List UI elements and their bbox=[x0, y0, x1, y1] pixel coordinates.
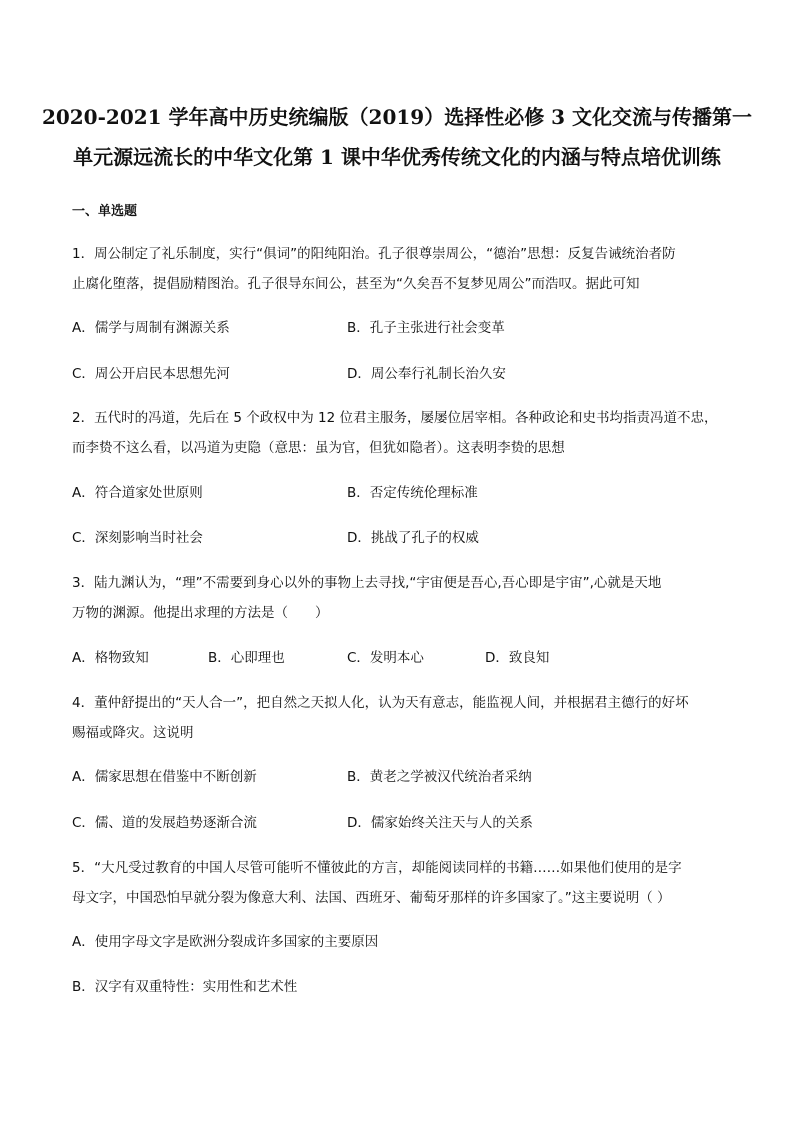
question-2-line-1: 2．五代时的冯道，先后在 5 个政权中为 12 位君主服务，屡屡位居宰相。各种政论和史书均指责冯道不忠， bbox=[72, 410, 718, 426]
section-heading: 一、单选题 bbox=[72, 204, 138, 219]
question-4-line-2: 赐福或降灾。这说明 bbox=[72, 725, 194, 741]
question-2-line-2: 而李贽不这么看，以冯道为吏隐（意思：虽为官，但犹如隐者）。这表明李贽的思想 bbox=[72, 440, 565, 456]
question-2-option-c[interactable]: C．深刻影响当时社会 bbox=[72, 530, 203, 546]
question-3-option-c[interactable]: C．发明本心 bbox=[347, 650, 424, 666]
question-2-option-b[interactable]: B．否定传统伦理标准 bbox=[347, 485, 478, 501]
question-1-option-c[interactable]: C．周公开启民本思想先河 bbox=[72, 366, 230, 382]
question-1-line-1: 1．周公制定了礼乐制度，实行“俱词”的阳纯阳治。孔子很尊崇周公，“德治”思想：反复告诫统治者防 bbox=[72, 246, 676, 262]
question-3-option-a[interactable]: A．格物致知 bbox=[72, 650, 149, 666]
question-2-option-d[interactable]: D．挑战了孔子的权威 bbox=[347, 530, 479, 546]
question-5-line-1: 5．“大凡受过教育的中国人尽管可能听不懂彼此的方言，却能阅读同样的书籍……如果他们使用的是字 bbox=[72, 860, 682, 876]
question-5-option-b[interactable]: B．汉字有双重特性：实用性和艺术性 bbox=[72, 979, 298, 995]
question-4-option-a[interactable]: A．儒家思想在借鉴中不断创新 bbox=[72, 769, 257, 785]
question-1-line-2: 止腐化堕落，提倡励精图治。孔子很导东间公，甚至为“久矣吾不复梦见周公”而浩叹。据此可知 bbox=[72, 276, 640, 292]
question-1-option-b[interactable]: B．孔子主张进行社会变革 bbox=[347, 320, 505, 336]
question-4-option-b[interactable]: B．黄老之学被汉代统治者采纳 bbox=[347, 769, 532, 785]
question-3-option-d[interactable]: D．致良知 bbox=[485, 650, 550, 666]
question-3-line-1: 3．陆九渊认为，“理”不需要到身心以外的事物上去寻找,“宇宙便是吾心,吾心即是宇宙”,心就是天地 bbox=[72, 575, 662, 591]
document-title-line-2: 单元源远流长的中华文化第 1 课中华优秀传统文化的内涵与特点培优训练 bbox=[73, 145, 721, 169]
document-title-line-1: 2020-2021 学年高中历史统编版（2019）选择性必修 3 文化交流与传播第一 bbox=[41, 105, 753, 129]
question-5-option-a[interactable]: A．使用字母文字是欧洲分裂成许多国家的主要原因 bbox=[72, 934, 379, 950]
question-3-line-2: 万物的渊源。他提出求理的方法是（ ） bbox=[72, 605, 329, 621]
question-4-option-d[interactable]: D．儒家始终关注天与人的关系 bbox=[347, 815, 533, 831]
question-3-option-b[interactable]: B．心即理也 bbox=[208, 650, 285, 666]
question-1-option-d[interactable]: D．周公奉行礼制长治久安 bbox=[347, 366, 506, 382]
question-2-option-a[interactable]: A．符合道家处世原则 bbox=[72, 485, 203, 501]
question-4-option-c[interactable]: C．儒、道的发展趋势逐渐合流 bbox=[72, 815, 257, 831]
question-4-line-1: 4．董仲舒提出的“天人合一”，把自然之天拟人化，认为天有意志，能监视人间，并根据君主德行的好坏 bbox=[72, 695, 689, 711]
question-1-option-a[interactable]: A．儒学与周制有渊源关系 bbox=[72, 320, 230, 336]
question-5-line-2: 母文字，中国恐怕早就分裂为像意大利、法国、西班牙、葡萄牙那样的许多国家了。”这主要说明（ ） bbox=[72, 890, 671, 906]
